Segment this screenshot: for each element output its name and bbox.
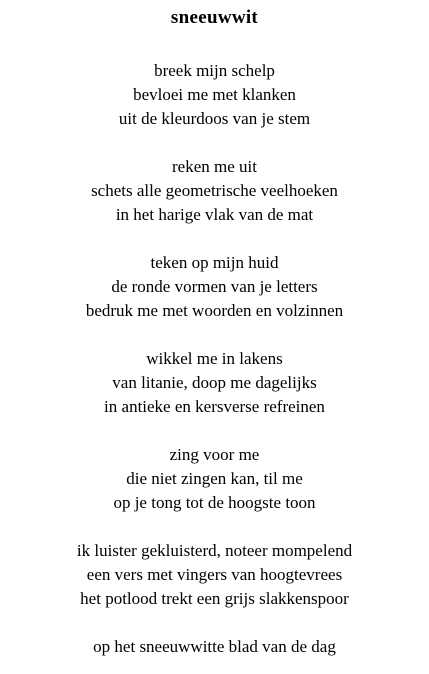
stanza-7 <box>0 635 429 659</box>
poem-line: bevloei me met klanken <box>133 85 296 104</box>
poem-line: op het sneeuwwitte blad van de dag <box>93 637 336 656</box>
poem-line: teken op mijn huid <box>150 253 279 272</box>
poem-title: sneeuwwit <box>170 7 259 28</box>
stanza-3 <box>0 251 429 323</box>
poem-line: uit de kleurdoos van je stem <box>118 109 311 128</box>
stanza-5 <box>0 443 429 515</box>
poem-line: wikkel me in lakens <box>146 349 283 368</box>
poem-line: een vers met vingers van hoogtevrees <box>86 565 343 584</box>
poem-line: breek mijn schelp <box>154 61 275 80</box>
poem-line: in antieke en kersverse refreinen <box>104 397 325 416</box>
poem-line: de ronde vormen van je letters <box>111 277 318 296</box>
poem-line: bedruk me met woorden en volzinnen <box>85 301 344 320</box>
poem-line: schets alle geometrische veelhoeken <box>91 181 338 200</box>
stanza-4 <box>0 347 429 419</box>
poem-line: in het harige vlak van de mat <box>115 205 314 224</box>
stanza-1 <box>0 59 429 131</box>
poem-line: het potlood trekt een grijs slakkenspoor <box>80 589 349 608</box>
poem-line: op je tong tot de hoogste toon <box>113 493 316 512</box>
poem-line: zing voor me <box>169 445 260 464</box>
poem-line: van litanie, doop me dagelijks <box>112 373 317 392</box>
stanza-6 <box>0 539 429 611</box>
poem-line: ik luister gekluisterd, noteer mompelend <box>76 541 353 560</box>
poem-line: reken me uit <box>172 157 257 176</box>
stanza-2 <box>0 155 429 227</box>
poem-line: die niet zingen kan, til me <box>126 469 303 488</box>
